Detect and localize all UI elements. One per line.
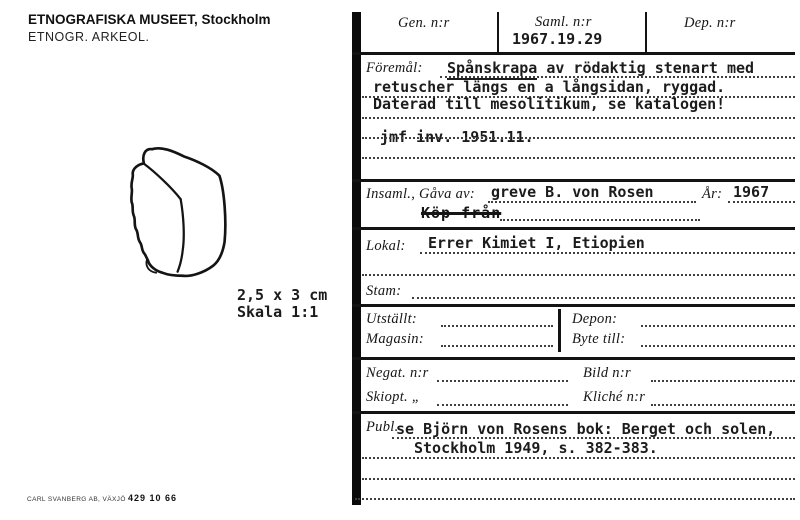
header-column-divider [497,12,499,52]
header-column-divider [645,12,647,52]
lokal-value: Errer Kimiet I, Etiopien [428,234,645,252]
acquisition-value: greve B. von Rosen [491,183,654,201]
publ-label: Publ. [366,419,399,435]
negat-nr-label: Negat. n:r [366,365,429,381]
sketch-outline [131,148,225,276]
saml-nr-value: 1967.19.29 [512,30,603,48]
utstallt-label: Utställt: [366,311,418,327]
rule-dotted [362,274,795,276]
foremal-line1-rest: av rödaktig stenart med [537,59,755,77]
byte-till-label: Byte till: [572,331,626,347]
gen-nr-label: Gen. n:r [398,15,450,31]
kliche-nr-label: Kliché n:r [583,389,646,405]
rule-dotted [362,157,795,159]
crossed-out-kop-fran: Köp från [421,204,502,222]
foremal-line2: retuscher längs en a långsidan, ryggad. [373,78,726,96]
museum-name: ETNOGRAFISKA MUSEET, Stockholm [28,12,271,27]
stam-label: Stam: [366,283,402,299]
publ-line2: Stockholm 1949, s. 382-383. [414,439,658,457]
foremal-compare-note: jmf inv. 1951.11. [380,128,534,146]
rule-dotted [651,404,795,406]
section-separator [352,357,795,360]
rule-dotted [412,297,795,299]
department-name: ETNOGR. ARKEOL. [28,30,150,44]
rule-dotted [441,345,553,347]
year-value: 1967 [733,183,770,201]
letterhead [28,12,271,44]
rule-dotted [362,117,795,119]
rule-dotted [651,380,795,382]
magasin-label: Magasin: [366,331,424,347]
card-spine-bar [352,12,361,505]
rule-dotted [488,201,696,203]
section-separator [352,411,795,414]
saml-nr-label: Saml. n:r [535,14,592,30]
rule-dotted [362,457,795,459]
dep-nr-label: Dep. n:r [684,15,736,31]
foremal-term: Spånskrapa [447,59,537,80]
publ-line1: se Björn von Rosens bok: Berget och solen, [396,420,776,438]
sketch-scale: Skala 1:1 [237,303,319,321]
printer-credit [27,493,177,503]
section-separator [352,179,795,182]
sketch-facet-line [145,164,181,199]
rule-dotted [441,325,553,327]
acquisition-label: Insaml., Gåva av: [366,186,475,202]
section-separator [352,227,795,230]
rule-dotted [437,404,568,406]
rule-dotted [500,219,700,221]
skiopt-label: Skiopt. „ [366,389,421,405]
rule-dotted [362,478,795,480]
artifact-sketch [113,140,233,288]
section-separator [352,304,795,307]
depon-label: Depon: [572,311,618,327]
status-column-divider [558,309,561,352]
printer-credit-name: CARL SVANBERG AB, VÄXJÖ [27,496,126,503]
rule-dotted [437,380,568,382]
foremal-label: Föremål: [366,60,423,76]
year-label: År: [702,186,723,202]
foremal-line3: Daterad till mesolitikum, se katalogen! [373,95,726,113]
rule-dotted [728,201,795,203]
section-separator [352,52,795,55]
lokal-label: Lokal: [366,238,406,254]
rule-dotted [420,252,795,254]
foremal-line1 [447,60,754,77]
bild-nr-label: Bild n:r [583,365,631,381]
sketch-ridge-line [178,199,184,271]
rule-dotted [641,345,795,347]
rule-dotted [355,498,795,500]
rule-dotted [641,325,795,327]
rule-dotted [362,137,795,139]
sketch-dimensions: 2,5 x 3 cm [237,286,328,304]
printer-credit-number: 429 10 66 [128,493,178,503]
